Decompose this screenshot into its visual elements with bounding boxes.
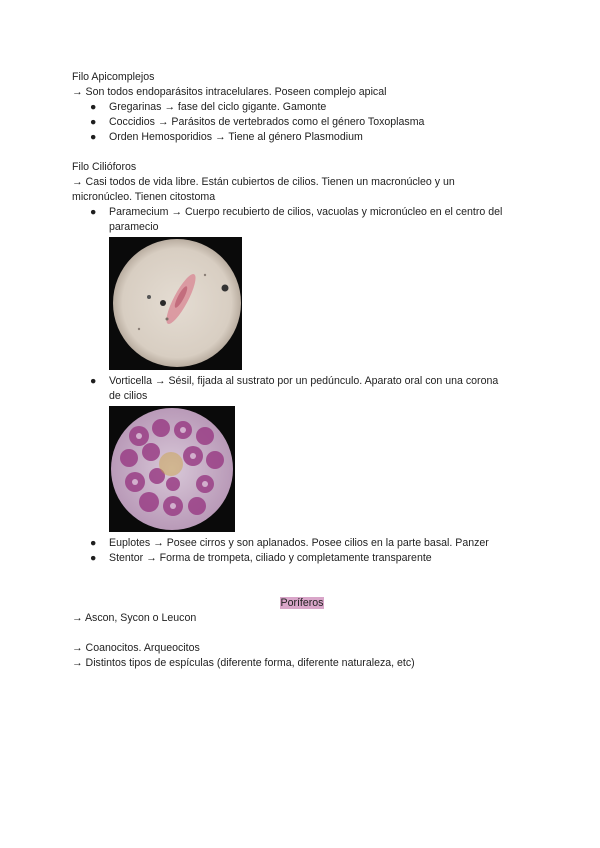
poriferos-title: Poríferos bbox=[280, 597, 324, 609]
vorticella-image bbox=[109, 406, 235, 532]
bullet-icon: ● bbox=[90, 116, 97, 128]
list-item bbox=[72, 130, 532, 145]
list-item-text: Gregarinas → fase del ciclo gigante. Gamonte bbox=[109, 101, 327, 113]
list-item-text: Euplotes → Posee cirros y son aplanados. Posee cilios en la parte basal. Panzer bbox=[109, 537, 489, 549]
bullet-icon: ● bbox=[90, 101, 97, 113]
bullet-icon: ● bbox=[90, 552, 97, 564]
document-page bbox=[72, 70, 532, 671]
cilioforos-title: Filo Cilióforos bbox=[72, 161, 137, 173]
poriferos-line2: → Coanocitos. Arqueocitos bbox=[72, 642, 200, 654]
list-item-text: de cilios bbox=[109, 390, 148, 402]
cilioforos-list-3 bbox=[72, 536, 532, 566]
bullet-icon: ● bbox=[90, 131, 97, 143]
list-item-text: Coccidios → Parásitos de vertebrados como el género Toxoplasma bbox=[109, 116, 425, 128]
list-item bbox=[72, 100, 532, 115]
vorticella-micrograph bbox=[109, 406, 235, 532]
bullet-icon: ● bbox=[90, 537, 97, 549]
apicomplejos-list bbox=[72, 100, 532, 145]
bullet-icon: ● bbox=[90, 375, 97, 387]
list-item-stentor bbox=[72, 551, 532, 566]
list-item-text: paramecio bbox=[109, 221, 159, 233]
list-item-text: Vorticella → Sésil, fijada al sustrato por un pedúnculo. Aparato oral con una corona bbox=[109, 375, 499, 387]
apicomplejos-intro: → Son todos endoparásitos intracelulares. Poseen complejo apical bbox=[72, 86, 387, 98]
list-item-vorticella bbox=[72, 374, 532, 404]
cilioforos-intro-line1: → Casi todos de vida libre. Están cubiertos de cilios. Tienen un macronúcleo y un bbox=[72, 176, 455, 188]
paramecium-micrograph bbox=[109, 237, 242, 370]
poriferos-line3: → Distintos tipos de espículas (diferente forma, diferente naturaleza, etc) bbox=[72, 657, 415, 669]
paramecium-image bbox=[109, 237, 242, 370]
list-item-text: Orden Hemosporidios → Tiene al género Plasmodium bbox=[109, 131, 363, 143]
apicomplejos-title: Filo Apicomplejos bbox=[72, 71, 155, 83]
poriferos-line1: → Ascon, Sycon o Leucon bbox=[72, 612, 197, 624]
cilioforos-list bbox=[72, 205, 532, 235]
cilioforos-list-2 bbox=[72, 374, 532, 404]
list-item-paramecium bbox=[72, 205, 532, 235]
cilioforos-intro-line2: micronúcleo. Tienen citostoma bbox=[72, 191, 216, 203]
list-item-euplotes bbox=[72, 536, 532, 551]
list-item bbox=[72, 115, 532, 130]
list-item-text: Paramecium → Cuerpo recubierto de cilios, vacuolas y micronúcleo en el centro del bbox=[109, 206, 503, 218]
list-item-text: Stentor → Forma de trompeta, ciliado y completamente transparente bbox=[109, 552, 432, 564]
poriferos-heading bbox=[72, 596, 532, 611]
bullet-icon: ● bbox=[90, 206, 97, 218]
